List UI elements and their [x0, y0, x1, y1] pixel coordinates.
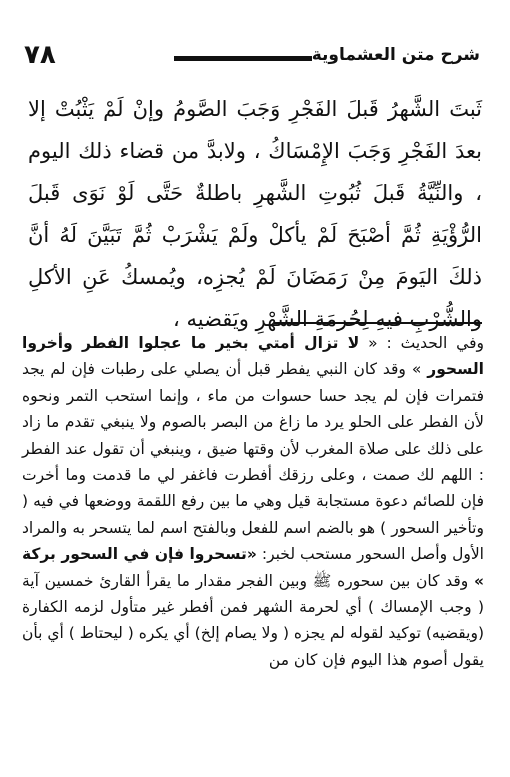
sharh-text-block	[22, 330, 484, 673]
sharh-body-2: وقد كان بين سحوره ﷺ وبين الفجر مقدار ما يقرأ القارئ خمسين آية ( وجب الإمساك ) أي لحرمة الشهر فمن أفطر غير متأول لزمه الكفارة (ويقضيه) توكيد لقوله لم يجزه ( ولا يصام إلخ) أي يكره ( ليحتاط ) أي بأن يقول أصوم هذا اليوم فإن كان من	[22, 571, 484, 669]
sharh-paragraph	[22, 330, 484, 673]
hadith-quote-2: «تسحروا فإن في السحور بركة »	[22, 545, 484, 590]
page-header	[24, 38, 486, 72]
footnote-separator	[274, 322, 482, 324]
hadith-quote: لا تزال أمتي بخير ما عجلوا الفطر وأخروا السحور	[22, 334, 484, 379]
hadith-close: »	[411, 360, 428, 379]
page-number: ٧٨	[24, 40, 56, 70]
hadith-intro: وفي الحديث : «	[359, 334, 484, 352]
running-title: شرح متن العشماوية	[312, 45, 486, 65]
sharh-body: وقد كان النبي يفطر قبل أن يصلي على رطبات فإن لم يجد فتمرات فإن لم يجد حسا حسوات من ماء ، وإنما استحب التمر ونحوه لأن الفطر على الحلو يرد ما زاغ من البصر بالصوم ولا ينبغي تقدم ما زاد على ذلك على صلاة المغرب لأن وقتها ضيق ، وينبغي أن تقول عند الفطر : اللهم لك صمت ، وعلى رزقك أفطرت فاغفر لي ما قدمت وما أخرت فإن للصائم دعوة مستجابة قيل وهي ما بين رفع اللقمة ووضعها في فيه ( وتأخير السحور ) هو بالضم اسم للفعل وبالفتح اسم لما يتسحر به والمراد الأول وأصل السحور مستحب لخبر:	[22, 360, 484, 564]
matn-text-block	[28, 88, 482, 340]
matn-paragraph: ثَبتَ الشَّهرُ قَبلَ الفَجْرِ وَجَبَ الصَّومُ وإنْ لَمْ يَثْبُتْ إلا بعدَ الفَجْرِ وَجَبَ الإِمْسَاكُ ، ولابدَّ من قضاء ذلك اليوم ، والنِّيَّةُ قَبلَ ثُبُوتِ الشَّهرِ باطلةٌ حَتَّى لَوْ نَوَى قَبلَ الرُّؤْيَةِ ثُمَّ أصْبَحَ لَمْ يأكلْ ولَمْ يَشْرَبْ ثُمَّ تَبَيَّنَ لَهُ أنَّ ذلكَ اليَومَ مِنْ رَمَضَانَ لَمْ يُجزِه، ويُمسكُ عَنِ الأكلِ والشُّرْبِ فيهِ لِحُرمَةِ الشَّهْرِ ويَقضيه ،	[28, 97, 482, 331]
